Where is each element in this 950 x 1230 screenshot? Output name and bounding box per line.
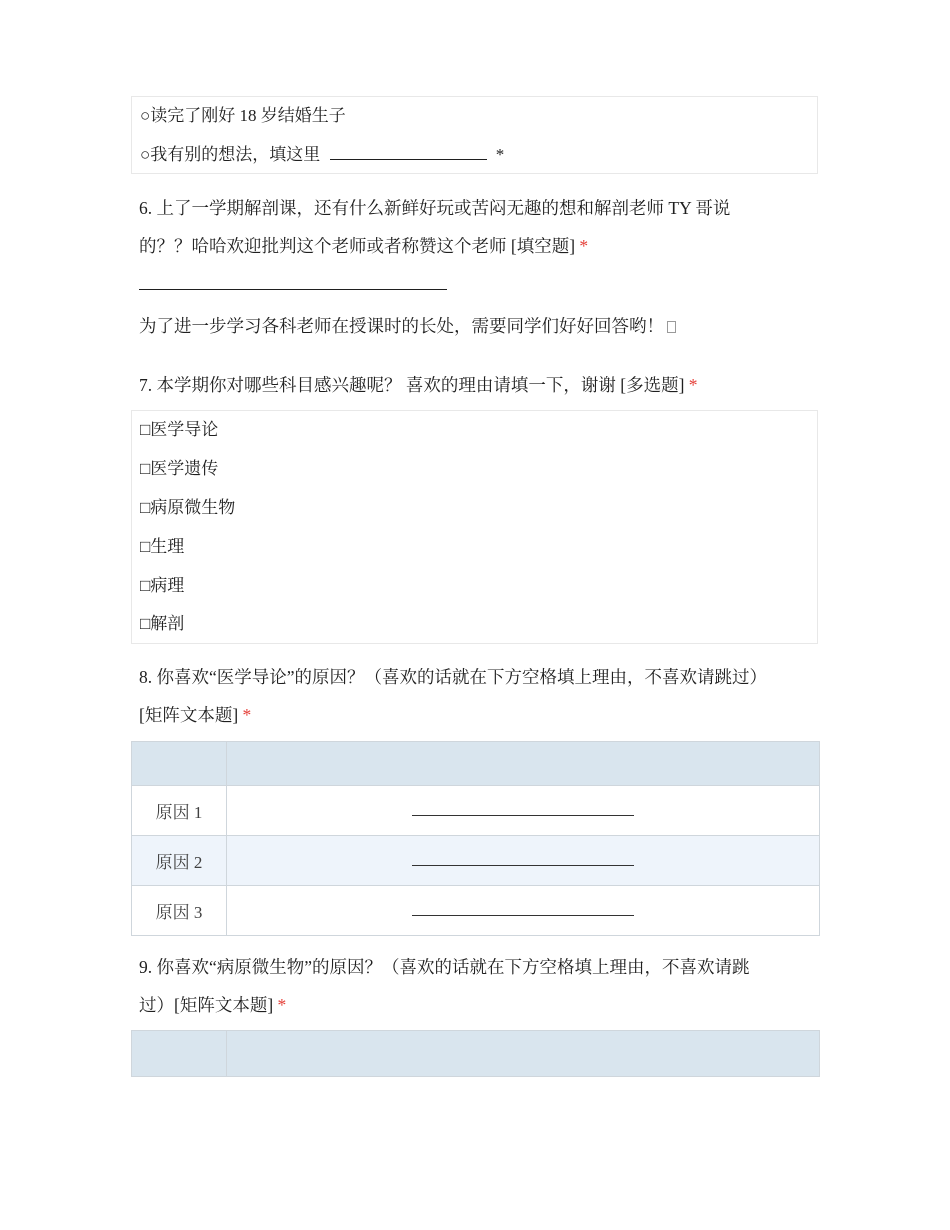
q5-option-1[interactable] <box>140 106 346 126</box>
notice-text <box>139 316 676 336</box>
q8-row-1-input[interactable] <box>412 801 634 816</box>
q8-row-3-input[interactable] <box>412 901 634 916</box>
q8-row-3-label: 原因 3 <box>132 886 227 936</box>
q8-matrix-table <box>131 741 820 936</box>
q6-answer-input[interactable] <box>139 289 447 290</box>
q8-matrix-header-row <box>132 742 820 786</box>
q9-title-line1: 9. 你喜欢“病原微生物”的原因？（喜欢的话就在下方空格填上理由，不喜欢请跳 <box>139 957 750 977</box>
q8-row-2-label: 原因 2 <box>132 836 227 886</box>
q9-required-mark: * <box>277 995 287 1015</box>
q6-title-line2 <box>139 236 588 256</box>
table-row <box>132 786 820 836</box>
q8-title-line2 <box>139 705 251 725</box>
q9-header-field-cell <box>227 1031 820 1077</box>
q6-title-line1: 6. 上了一学期解剖课，还有什么新鲜好玩或苦闷无趣的想和解剖老师 TY 哥说 <box>139 198 731 218</box>
q8-title-line2-text: [矩阵文本题] <box>139 705 239 725</box>
q8-row-2-input[interactable] <box>412 851 634 866</box>
q7-option-5[interactable]: □病理 <box>140 576 185 595</box>
q9-title-line2-text: 过）[矩阵文本题] <box>139 995 274 1015</box>
q8-row-2-field <box>227 836 820 886</box>
table-row <box>132 886 820 936</box>
q7-option-4[interactable]: □生理 <box>140 537 185 556</box>
q7-option-1[interactable]: □医学导论 <box>140 420 219 439</box>
q8-row-1-field <box>227 786 820 836</box>
q5-required-mark: * <box>495 145 505 164</box>
q5-options-box <box>131 96 818 174</box>
q7-options-box <box>131 410 818 644</box>
q8-row-3-field <box>227 886 820 936</box>
table-row <box>132 836 820 886</box>
q7-option-3[interactable]: □病原微生物 <box>140 498 236 517</box>
q7-required-mark: * <box>688 375 698 395</box>
q5-option-1-label: ○读完了刚好 18 岁结婚生子 <box>140 106 346 125</box>
q5-option-2-label: ○我有别的想法，填这里 <box>140 145 321 164</box>
q5-option-2[interactable] <box>140 144 504 165</box>
q7-option-6[interactable]: □解剖 <box>140 614 185 633</box>
q7-option-2[interactable]: □医学遗传 <box>140 459 219 478</box>
q9-header-label-cell <box>132 1031 227 1077</box>
q8-header-label-cell <box>132 742 227 786</box>
q9-title-line2 <box>139 995 286 1015</box>
q7-title-text: 7. 本学期你对哪些科目感兴趣呢？ 喜欢的理由请填一下，谢谢 [多选题] <box>139 375 685 395</box>
q8-row-1-label: 原因 1 <box>132 786 227 836</box>
q7-title <box>139 375 698 395</box>
q8-header-field-cell <box>227 742 820 786</box>
q8-required-mark: * <box>242 705 252 725</box>
placeholder-glyph-icon <box>667 321 676 333</box>
q6-title-line2-text: 的？？哈哈欢迎批判这个老师或者称赞这个老师 [填空题] <box>139 236 576 256</box>
q8-title-line1: 8. 你喜欢“医学导论”的原因？（喜欢的话就在下方空格填上理由，不喜欢请跳过） <box>139 667 768 687</box>
q5-other-input[interactable] <box>330 144 487 160</box>
q9-matrix-header-row <box>132 1031 820 1077</box>
q6-required-mark: * <box>579 236 589 256</box>
q9-matrix-table <box>131 1030 820 1077</box>
notice-text-content: 为了进一步学习各科老师在授课时的长处，需要同学们好好回答哟！ <box>139 316 664 336</box>
